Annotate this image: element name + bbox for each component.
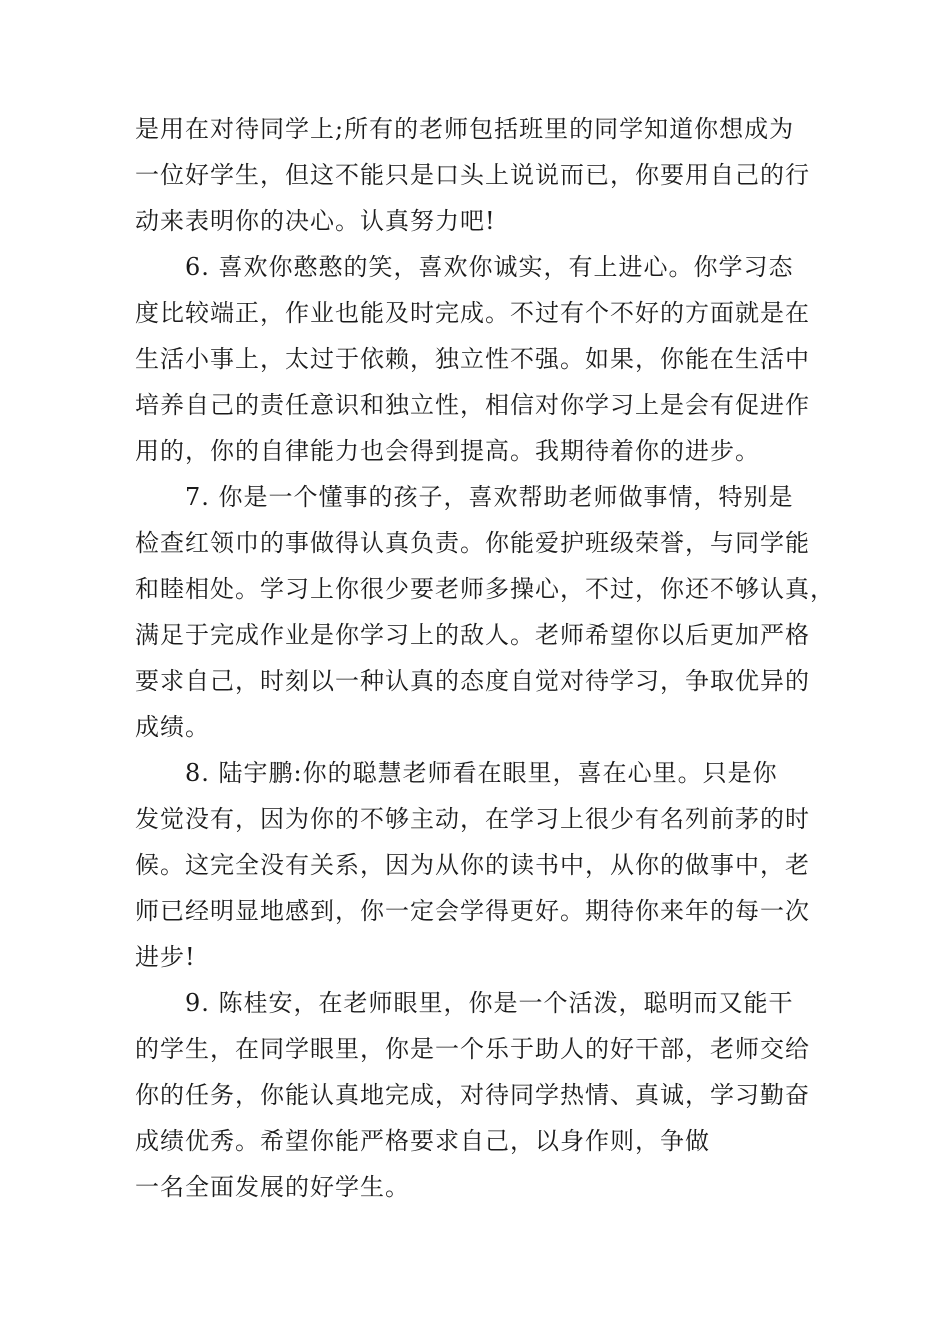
text-line: 的学生，在同学眼里，你是一个乐于助人的好干部，老师交给 <box>135 1035 810 1063</box>
text-line: 成绩优秀。希望你能严格要求自己，以身作则，争做 <box>135 1127 710 1155</box>
text-line: 满足于完成作业是你学习上的敌人。老师希望你以后更加严格 <box>135 621 810 649</box>
paragraph-start-line: 6. 喜欢你憨憨的笑，喜欢你诚实，有上进心。你学习态 <box>185 253 794 281</box>
text-line: 进步! <box>135 943 196 971</box>
text-line: 候。这完全没有关系，因为从你的读书中，从你的做事中，老 <box>135 851 810 879</box>
text-line: 发觉没有，因为你的不够主动，在学习上很少有名列前茅的时 <box>135 805 810 833</box>
text-line: 动来表明你的决心。认真努力吧! <box>135 207 496 235</box>
text-line: 一名全面发展的好学生。 <box>135 1173 410 1201</box>
text-line: 一位好学生，但这不能只是口头上说说而已，你要用自己的行 <box>135 161 810 189</box>
text-line: 要求自己，时刻以一种认真的态度自觉对待学习，争取优异的 <box>135 667 810 695</box>
text-line: 成绩。 <box>135 713 210 741</box>
text-line: 师已经明显地感到，你一定会学得更好。期待你来年的每一次 <box>135 897 810 925</box>
comment-text-block <box>135 106 835 1210</box>
text-line: 用的，你的自律能力也会得到提高。我期待着你的进步。 <box>135 437 760 465</box>
text-line: 和睦相处。学习上你很少要老师多操心，不过，你还不够认真， <box>135 575 835 603</box>
paragraph-start-line: 7. 你是一个懂事的孩子，喜欢帮助老师做事情，特别是 <box>185 483 794 511</box>
text-line: 你的任务，你能认真地完成，对待同学热情、真诚，学习勤奋 <box>135 1081 810 1109</box>
paragraph-start-line: 8. 陆宇鹏:你的聪慧老师看在眼里，喜在心里。只是你 <box>185 759 778 787</box>
text-line: 度比较端正，作业也能及时完成。不过有个不好的方面就是在 <box>135 299 810 327</box>
text-line: 培养自己的责任意识和独立性，相信对你学习上是会有促进作 <box>135 391 810 419</box>
text-line: 生活小事上，太过于依赖，独立性不强。如果，你能在生活中 <box>135 345 810 373</box>
paragraph-start-line: 9. 陈桂安，在老师眼里，你是一个活泼，聪明而又能干 <box>185 989 794 1017</box>
text-line: 是用在对待同学上;所有的老师包括班里的同学知道你想成为 <box>135 115 795 143</box>
text-line: 检查红领巾的事做得认真负责。你能爱护班级荣誉，与同学能 <box>135 529 810 557</box>
